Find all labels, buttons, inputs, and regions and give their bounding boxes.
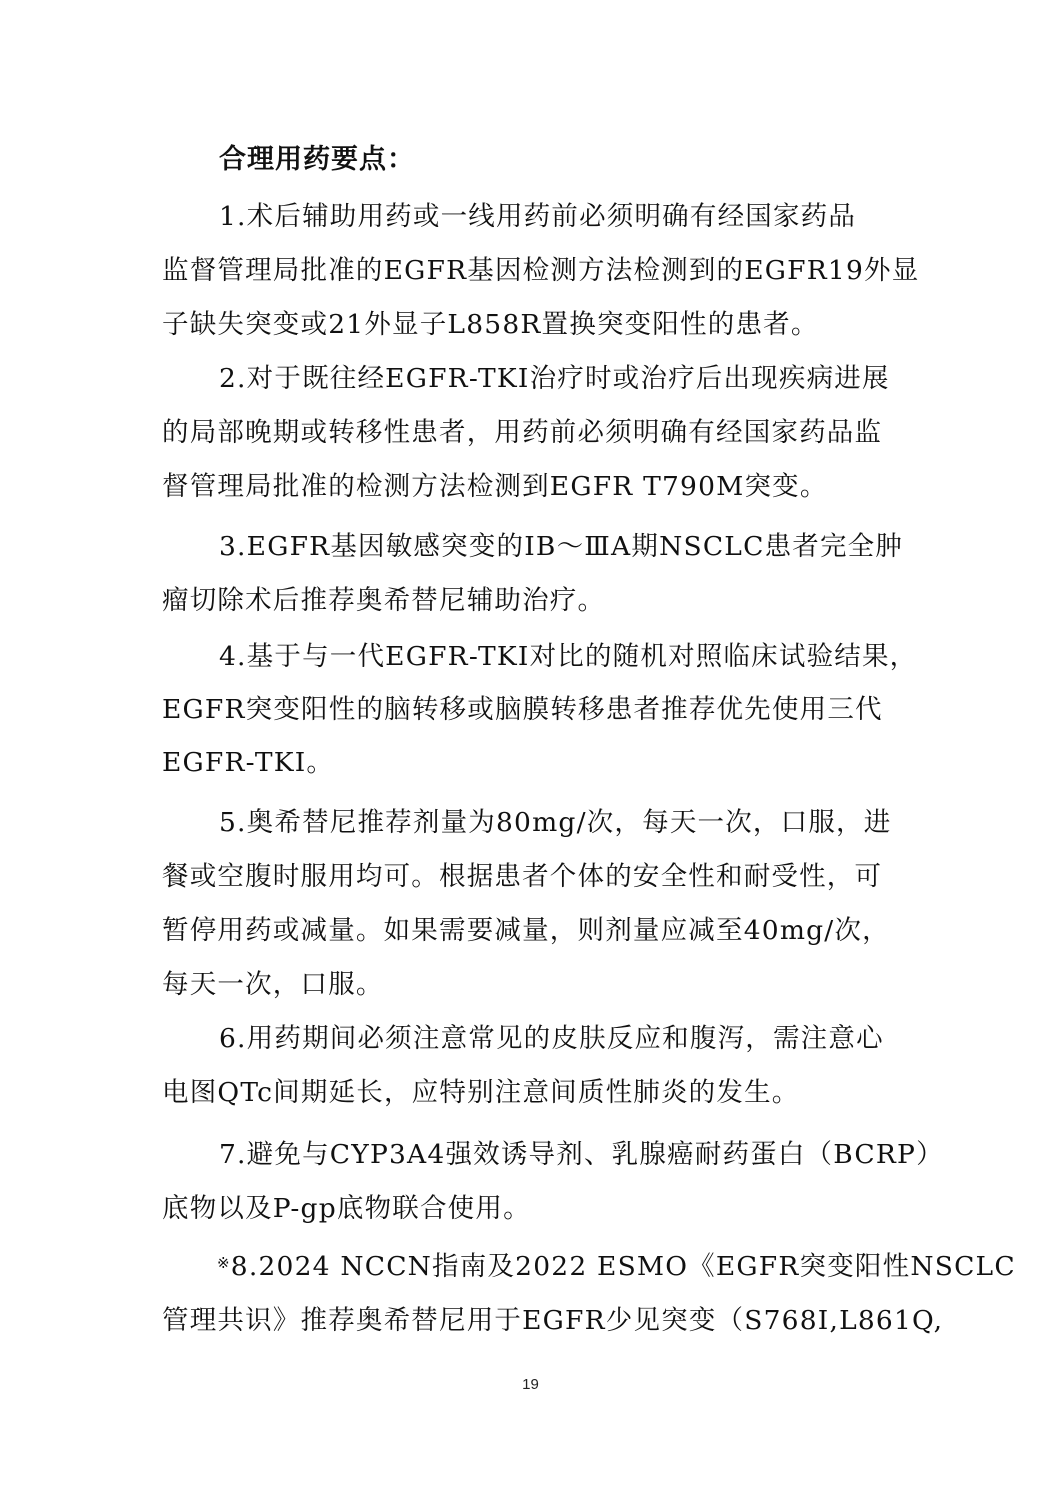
reference-marker: ※ [217, 1254, 231, 1272]
text-line: 监督管理局批准的EGFR基因检测方法检测到的EGFR19外显 [162, 255, 920, 286]
text-line: 3.EGFR基因敏感突变的ⅠB～ⅢA期NSCLC患者完全肿 [219, 531, 904, 562]
text-line: 管理共识》推荐奥希替尼用于EGFR少见突变（S768I,L861Q, [162, 1305, 944, 1336]
text-line [217, 1247, 1016, 1287]
text-line: 督管理局批准的检测方法检测到EGFR T790M突变。 [162, 471, 828, 502]
section-heading: 合理用药要点： [219, 144, 415, 175]
text-line: 暂停用药或减量。如果需要减量，则剂量应减至40mg/次， [162, 915, 890, 946]
text-line: 5.奥希替尼推荐剂量为80mg/次，每天一次，口服，进 [219, 807, 892, 838]
text-line: 每天一次，口服。 [162, 969, 384, 1000]
text-line: 瘤切除术后推荐奥希替尼辅助治疗。 [162, 585, 606, 616]
text-line-content: 8.2024 NCCN指南及2022 ESMO《EGFR突变阳性NSCLC [230, 1251, 1016, 1282]
text-line: EGFR-TKI。 [162, 747, 335, 778]
text-line: 电图QTc间期延长，应特别注意间质性肺炎的发生。 [162, 1077, 800, 1108]
text-line: 2.对于既往经EGFR-TKI治疗时或治疗后出现疾病进展 [219, 363, 890, 394]
text-line: EGFR突变阳性的脑转移或脑膜转移患者推荐优先使用三代 [162, 694, 883, 725]
text-line: 1.术后辅助用药或一线用药前必须明确有经国家药品 [219, 201, 857, 232]
text-line: 子缺失突变或21外显子L858R置换突变阳性的患者。 [162, 309, 819, 340]
page-number: 19 [522, 1376, 539, 1393]
text-line: 6.用药期间必须注意常见的皮肤反应和腹泻，需注意心 [219, 1023, 884, 1054]
text-line: 的局部晚期或转移性患者，用药前必须明确有经国家药品监 [162, 417, 883, 448]
text-line: 7.避免与CYP3A4强效诱导剂、乳腺癌耐药蛋白（BCRP） [219, 1139, 944, 1170]
text-line: 底物以及P-gp底物联合使用。 [162, 1193, 531, 1224]
text-line: 餐或空腹时服用均可。根据患者个体的安全性和耐受性，可 [162, 861, 883, 892]
text-line: 4.基于与一代EGFR-TKI对比的随机对照临床试验结果， [219, 641, 918, 672]
